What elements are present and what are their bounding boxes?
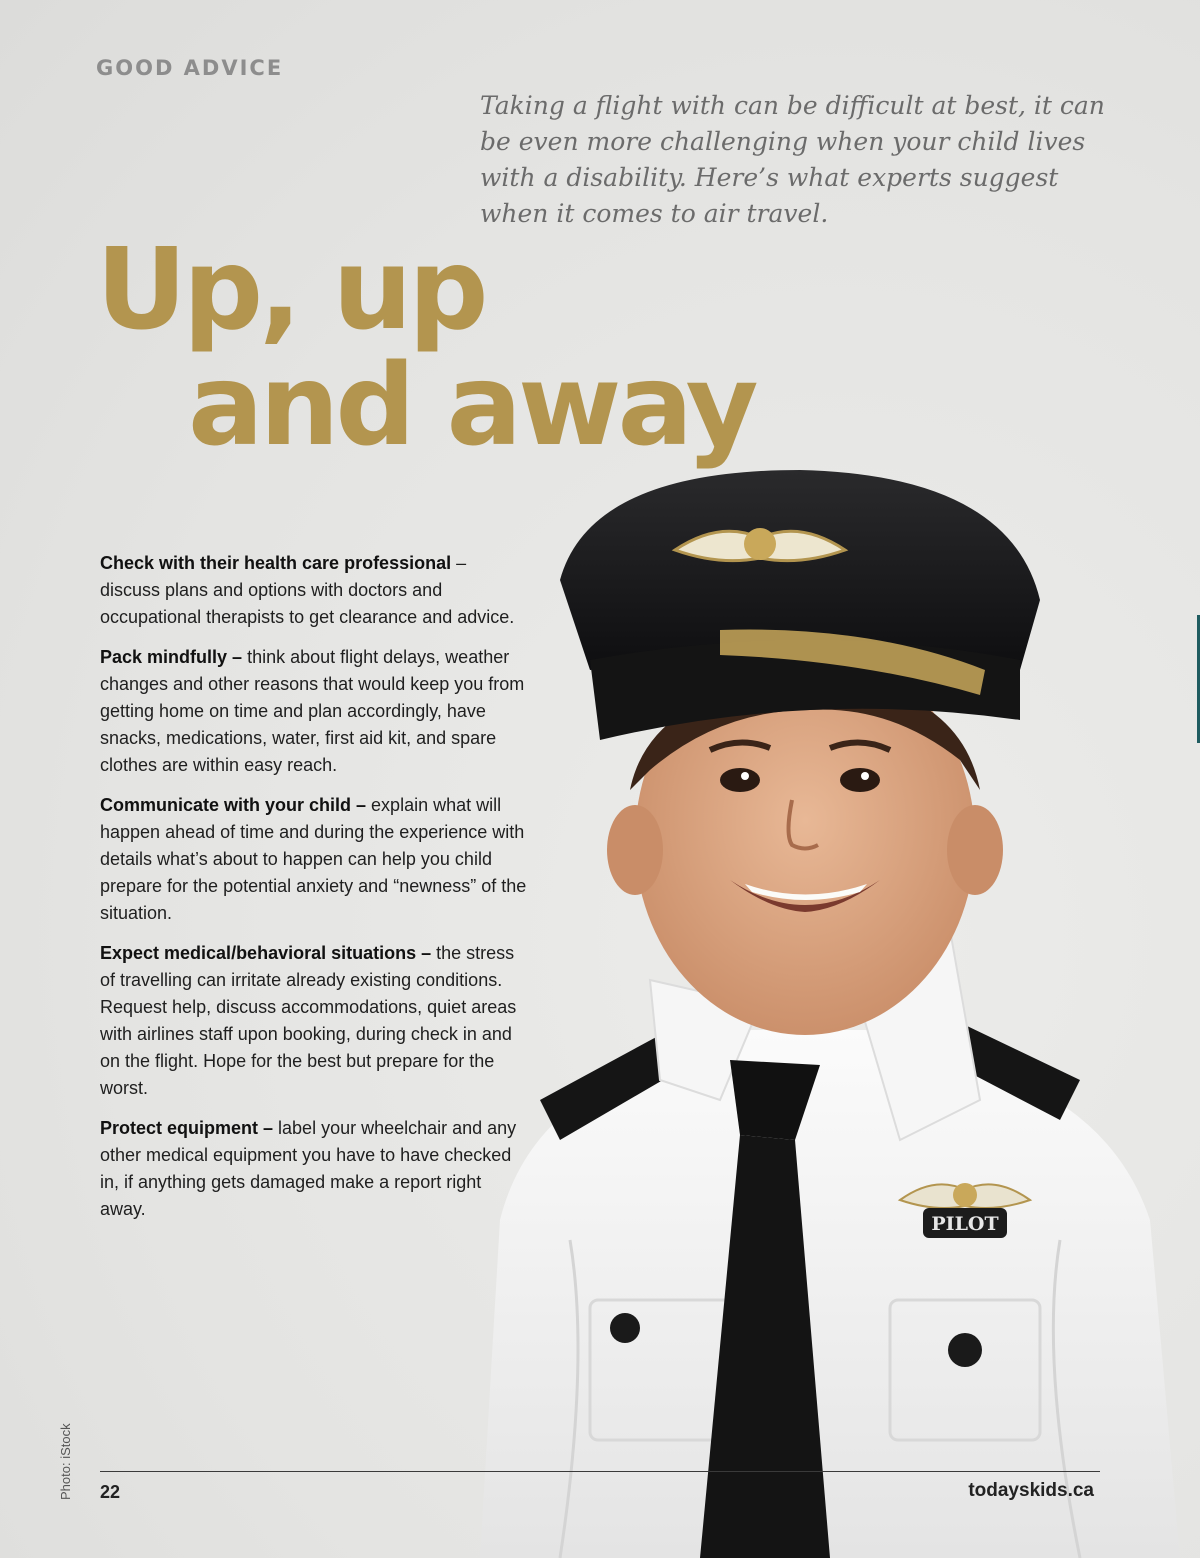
tip-title: Pack mindfully – bbox=[100, 647, 243, 667]
headline-line-1: Up, up bbox=[96, 225, 485, 355]
tip-text: explain what will happen ahead of time and during the experience with details what’s about to happen can help you child prepare for the potential anxiety and “newness” of the situation. bbox=[100, 795, 527, 923]
tip-title: Communicate with your child – bbox=[100, 795, 367, 815]
photo-child-pilot bbox=[420, 460, 1200, 1558]
photo-credit: Photo: iStock bbox=[58, 1423, 73, 1500]
tip-item bbox=[100, 940, 530, 1102]
headline-line-2: and away bbox=[188, 341, 755, 471]
pilot-badge-text: PILOT bbox=[931, 1213, 999, 1235]
tip-title: Check with their health care professional bbox=[100, 553, 452, 573]
tip-item bbox=[100, 550, 530, 631]
tip-text: – discuss plans and options with doctors and occupational therapists to get clearance and advice. bbox=[100, 553, 515, 627]
section-label: GOOD ADVICE bbox=[96, 56, 284, 80]
headline bbox=[96, 225, 755, 471]
tips-list bbox=[100, 550, 530, 1236]
tip-title: Expect medical/behavioral situations – bbox=[100, 943, 432, 963]
page-number: 22 bbox=[100, 1482, 121, 1502]
tip-item bbox=[100, 644, 530, 779]
tip-item bbox=[100, 792, 530, 927]
tip-title: Protect equipment – bbox=[100, 1118, 274, 1138]
article-dek: Taking a flight with can be difficult at best, it can be even more challenging when your child lives with a disability. Here’s what experts suggest when it comes to air travel. bbox=[480, 91, 1105, 228]
tip-text: label your wheelchair and any other medical equipment you have to have checked in, if anything gets damaged make a report right away. bbox=[100, 1118, 517, 1219]
tip-text: the stress of travelling can irritate already existing conditions. Request help, discuss accommodations, quiet areas with airlines staff upon booking, during check in and on the flight. Hope for the best but prepare for the worst. bbox=[100, 943, 517, 1098]
tip-item bbox=[100, 1115, 530, 1223]
site-url: todayskids.ca bbox=[968, 1480, 1094, 1501]
footer-rule bbox=[100, 1471, 1100, 1472]
tip-text: think about flight delays, weather changes and other reasons that would keep you from getting home on time and plan accordingly, have snacks, medications, water, first aid kit, and spare clothes are within easy reach. bbox=[100, 647, 525, 775]
